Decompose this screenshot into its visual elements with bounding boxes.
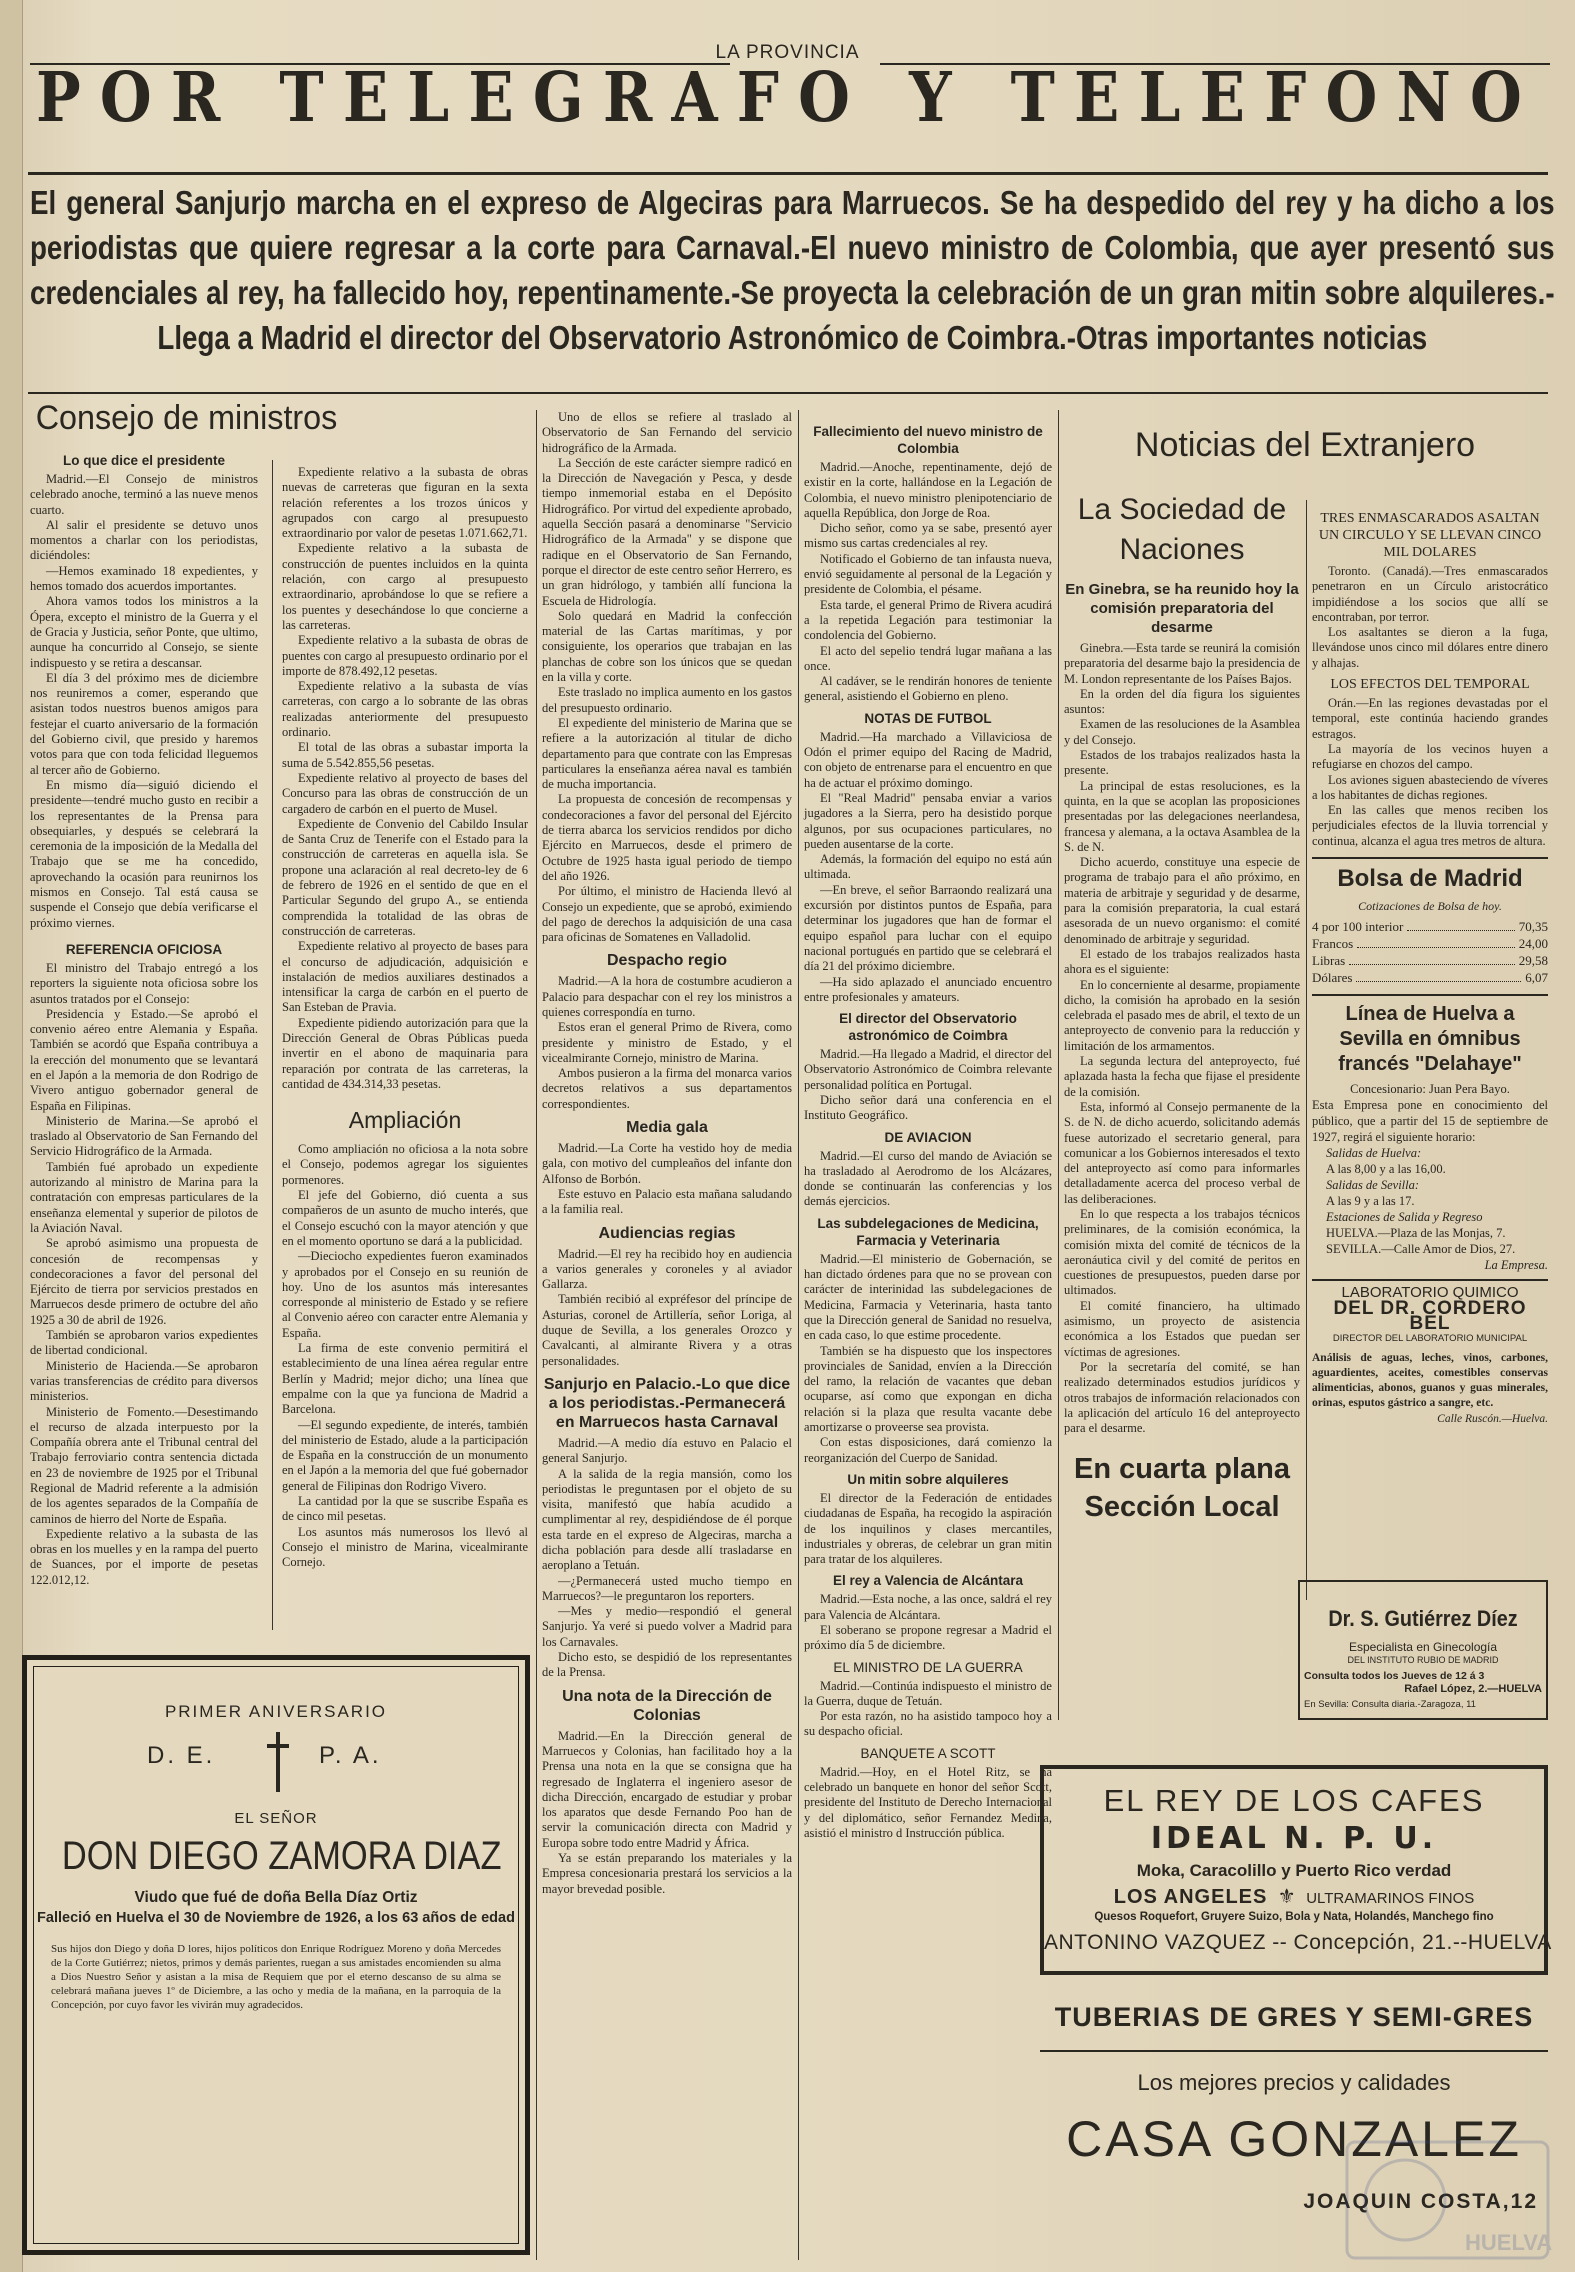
paragraph: Dicho señor, como ya se sabe, presentó ayer mismo sus cartas credenciales al rey. (804, 521, 1052, 551)
bolsa-value: 29,58 (1518, 953, 1548, 969)
paragraph: El director de la Federación de entidades ciudadanas de España, ha recogido la aspiración de los inquilinos y clases mercantiles, industriales y obreras, de celebrar un gran mitin para tratar de los alquileres. (804, 1490, 1052, 1567)
bolsa-value: 24,00 (1518, 936, 1548, 952)
colonias-paragraphs (542, 1729, 792, 1897)
cafe-ultramarinos: ULTRAMARINOS FINOS (1306, 1890, 1475, 1907)
paragraph: El día 3 del próximo mes de diciembre nos reuniremos a comer, esperando que asistan todos nuestros buenos amigos para festejar el cuarto aniversario de la formación del Gobierno civil, que presido y haremos votos para que con toda felicidad lleguemos al tercer año de Gobierno. (30, 670, 258, 777)
paragraph: Madrid.—El ministerio de Gobernación, se han dictado órdenes para que no se provean con carácter de interinidad las subdelegaciones de Medicina, Farmacia y Veterinaria, hasta tanto que la Dirección general de Sanidad no resuelva, en cada caso, lo que estime procedente. (804, 1251, 1052, 1343)
lab-name: DEL DR. CORDERO BEL (1333, 1297, 1527, 1334)
paragraph: Este traslado no implica aumento en los gastos del presupuesto ordinario. (542, 685, 792, 715)
lab-address: Calle Ruscón.—Huelva. (1437, 1412, 1548, 1425)
colombia-paragraphs (804, 460, 1052, 705)
obituary-de: D. E. (147, 1742, 216, 1769)
bolsa-row (1312, 935, 1548, 952)
column-1 (30, 398, 338, 1630)
paragraph: En la orden del día figura los siguientes asuntos: (1064, 686, 1300, 717)
despacho-heading: Despacho regio (606, 952, 728, 970)
cafe-line4: ANTONINO VAZQUEZ -- Concepción, 21.--HUELVA (1044, 1931, 1552, 1954)
paragraph: Ministerio de Fomento.—Desestimando el recurso de alzada interpuesto por la Compañía obrera ante el Tribunal central del Trabajo ferroviario contra sentencia dictada en 23 de noviembre de 1925 por el Tribunal Regional de Madrid referente a la admisión de los agentes separados de la Compañía de caminos de hierro del Norte de España. (30, 1404, 258, 1526)
bolsa-value: 70,35 (1518, 919, 1548, 935)
gres-title: TUBERIAS DE GRES Y SEMI-GRES (1054, 2002, 1534, 2032)
paragraph: La propuesta de concesión de recompensas y condecoraciones a favor del personal del Ejército de tierra abarca los servicios rendidos por dicho Ejército en Marruecos, desde el primero de Octubre de 1925 hasta igual periodo de tiempo del año 1926. (542, 792, 792, 883)
paragraph: Por último, el ministro de Hacienda llevó al Consejo un expediente, que se aprobó, eximiendo del pago de derechos la adquisición de una casa para oficinas de Somatenes en Valladolid. (542, 884, 792, 945)
bolsa-label: Francos (1312, 936, 1354, 952)
aviacion-paragraphs (804, 1149, 1052, 1210)
valencia-paragraphs (804, 1592, 1052, 1653)
seccion-local-notice: En cuarta plana Sección Local (1074, 1453, 1290, 1524)
paragraph: Ministerio de Marina.—Se aprobó el traslado al Observatorio de San Fernando del Servicio Hidrográfico de la Armada. (30, 1113, 258, 1159)
paragraph: El total de las obras a subastar importa la suma de 5.542.855,56 pesetas. (282, 740, 528, 770)
archive-stamp (1345, 2140, 1553, 2260)
doctor-specialty: Especialista en Ginecología (1348, 1640, 1498, 1654)
paragraph: También fué aprobado un expediente autorizando al ministro de Marina para la contratación con empresas particulares de la enseñanza elemental y superior de pilotos de la Aviación Naval. (30, 1159, 258, 1235)
consejo-paragraphs (30, 472, 258, 931)
paragraph: Esta, informó al Consejo permanente de la S. de N. de dicho acuerdo, solicitando además fuese autorizado el secretario general, para comunicar a los Gobiernos interesados el texto del anteproyecto así como para informarles detalladamente acerca del proceso verbal de las deliberaciones. (1064, 1099, 1300, 1206)
paragraph: Además, la formación del equipo no está aún ultimada. (804, 852, 1052, 882)
paragraph: Este estuvo en Palacio esta mañana saludando a la familia real. (542, 1186, 792, 1217)
separator-3 (798, 410, 799, 2260)
separator-2 (536, 410, 537, 2260)
bolsa-label: Dólares (1312, 970, 1353, 986)
guerra-heading: EL MINISTRO DE LA GUERRA (833, 1659, 1023, 1675)
paragraph: Como ampliación no oficiosa a la nota sobre el Consejo, podemos agregar los siguientes pormenores. (282, 1142, 528, 1187)
temporal-paragraphs (1312, 696, 1548, 849)
extranjero-heading: Noticias del Extranjero (1134, 426, 1476, 464)
bolsa-subheading: Cotizaciones de Bolsa de hoy. (1358, 899, 1502, 914)
media-gala-paragraphs (542, 1141, 792, 1217)
paragraph: Ginebra.—Esta tarde se reunirá la comisión preparatoria del desarme bajo la presidencia de M. London representante de los Países Bajos. (1064, 641, 1300, 686)
paragraph: Expediente relativo al proyecto de bases del Concurso para las obras de construcción de un cargadero de carbón en el puerto de Musel. (282, 770, 528, 816)
stamp-text: HUELVA (1465, 2230, 1553, 2255)
obituary-name: DON DIEGO ZAMORA DIAZ (61, 1834, 502, 1878)
paragraph: Ya se están preparando los materiales y la Empresa concesionaria prestará los servicios a la mayor brevedad posible. (542, 1851, 792, 1896)
scott-paragraphs (804, 1765, 1052, 1841)
doctor-institute: DEL INSTITUTO RUBIO DE MADRID (1347, 1655, 1499, 1665)
mitin-paragraphs (804, 1491, 1052, 1567)
paragraph: —El segundo expediente, de interés, también del ministerio de Estado, alude a la participación de España en la construcción de un monumento en el Japón a la memoria del que fué gobernador general de Filipinas don Rodrigo Vivero. (282, 1417, 528, 1493)
obituary-text: Sus hijos don Diego y doña D lores, hijos políticos don Enrique Rodríguez Moreno y doña Mercedes de la Corte Gutiérrez; nietos, primos y demás parientes, ruegan a sus amistades encomienden su alma a Dios Nuestro Señor y asistan a la misa de Requiem que por el eterno descanso de su alma se celebrará mañana jueves 1º de Diciembre, a las ocho y media de la mañana, en la parroquia de la Concepción, por cuyo favor les vivirán muy agradecidos. (51, 1943, 501, 2011)
colombia-heading: Fallecimiento del nuevo ministro de Colombia (813, 424, 1043, 456)
referencia-subheading: REFERENCIA OFICIOSA (65, 941, 223, 957)
referencia-paragraphs (30, 961, 258, 1588)
paragraph: Madrid.—En la Dirección general de Marruecos y Colonias, han facilitado hoy a la Prensa una nota en la que se consigna que ha regresado de Inglaterra el ingeniero asesor de dicha Dirección, encargado de estudiar y probar los aparatos que desde Fernando Poo han de servir la comunicación directa con Madrid y Europa sobre todo entre Madrid y África. (542, 1728, 792, 1850)
paragraph: Uno de ellos se refiere al traslado al Observatorio de San Fernando del servicio hidrográfico de la Armada. (542, 410, 792, 455)
paragraph: Ambos pusieron a la firma del monarca varios decretos relativos a sus departamentos correspondientes. (542, 1066, 792, 1111)
obituary-pa: P. A. (319, 1742, 382, 1769)
paragraph: Al salir el presidente se detuvo unos momentos a charlar con los periodistas, diciéndoles: (30, 517, 258, 563)
gres-address: JOAQUIN COSTA,12 (1303, 2190, 1538, 2213)
separator-4 (1058, 410, 1059, 1720)
paragraph: Estados de los trabajos realizados hasta la presente. (1064, 748, 1300, 778)
paragraph: Dicho señor dará una conferencia en el Instituto Geográfico. (804, 1092, 1052, 1123)
paragraph: Por la secretaría del comité, se han realizado determinados estudios jurídicos y otros trabajos de información relacionados con la aplicación del artículo 16 del anteproyecto para el desarme. (1064, 1359, 1300, 1436)
paragraph: Se aprobó asimismo una propuesta de concesión de recompensas y condecoraciones a favor del personal del Ejército de tierra por servicios prestados en Marruecos desde primero de octubre del año 1925 a 30 de abril de 1926. (30, 1236, 258, 1327)
paragraph: Expediente relativo a la subasta de obras nuevas de carreteras que figuran en la sexta relación referentes a los trozos únicos y agrupados con cargo al presupuesto extraordinario por valor de pesetas 1.071.662,71. (282, 465, 528, 541)
paragraph: Estos eran el general Primo de Rivera, como presidente y ministro de Estado, y el vicealmirante Cornejo, ministro de Marina. (542, 1020, 792, 1065)
paragraph: En las calles que menos reciben los perjudiciales efectos de la lluvia torrencial y continua, alcanza el agua tres metros de altura. (1312, 803, 1548, 848)
consejo-heading: Consejo de ministros (35, 399, 338, 437)
column-5 (1064, 490, 1300, 1720)
linea-line: Concesionario: Juan Pera Bayo. (1350, 1082, 1510, 1097)
paragraph: Expediente relativo a la subasta de obras de puentes con cargo al presupuesto ordinario por el importe de 878.492,12 pesetas. (282, 633, 528, 678)
paragraph: —¿Permanecerá usted mucho tiempo en Marruecos?—le preguntaron los reporters. (542, 1573, 792, 1603)
cafe-line1: Moka, Caracolillo y Puerto Rico verdad (1136, 1861, 1452, 1880)
linea-heading: Línea de Huelva a Sevilla en ómnibus francés "Delahaye" (1338, 1003, 1522, 1076)
paragraph: Los aviones siguen abasteciendo de víveres a los habitantes de dichas regiones. (1312, 772, 1548, 802)
colonias-heading: Una nota de la Dirección de Colonias (562, 1687, 772, 1724)
obituary-anniversary: PRIMER ANIVERSARIO (164, 1702, 388, 1721)
obituary-el-senor: EL SEÑOR (234, 1810, 318, 1827)
paragraph: —Ha sido aplazado el anunciado encuentro entre profesionales y amateurs. (804, 974, 1052, 1004)
presidente-subheading: Lo que dice el presidente (62, 453, 226, 468)
lead-rule (28, 392, 1548, 394)
linea-line: Salidas de Sevilla: (1326, 1178, 1420, 1193)
paragraph: Expediente relativo a la subasta de construcción de puentes incluidos en la quinta relación, con cargo al presupuesto extraordinario, aprobándose lo que se refiere a los puentes y desechándose lo que concierne a las carreteras. (282, 541, 528, 632)
paragraph: La firma de este convenio permitirá el establecimiento de una línea aérea regular entre Berlín y Madrid; mejor dicho; una línea que empalme con la que ya funciona de Madrid a Barcelona. (282, 1341, 528, 1417)
linea-line: HUELVA.—Plaza de las Monjas, 7. (1326, 1226, 1506, 1241)
ornament-icon: ⚜ (1277, 1886, 1296, 1908)
valencia-heading: El rey a Valencia de Alcántara (832, 1573, 1024, 1589)
ginebra-heading: En Ginebra, se ha reunido hoy la comisión preparatoria del desarme (1065, 581, 1299, 636)
paragraph: —Dieciocho expedientes fueron examinados y aprobados por el Consejo en su reunión de hoy. Uno de los asuntos más interesantes corresponde al ministerio de Estado y se refiere al Convenio aéreo con caracter entre Alemania y España. (282, 1249, 528, 1340)
ampliacion-heading: Ampliación (348, 1107, 462, 1134)
marina-paragraphs (542, 410, 792, 945)
column-6 (1312, 505, 1548, 1605)
binding-margin (0, 0, 23, 2272)
paragraph: El estado de los trabajos realizados hasta ahora es el siguiente: (1064, 946, 1300, 977)
paragraph: Madrid.—Ha llegado a Madrid, el director del Observatorio Astronómico de Coimbra relevante personalidad política en Portugal. (804, 1047, 1052, 1092)
aviacion-heading: DE AVIACION (884, 1129, 972, 1145)
paragraph: Los asuntos más numerosos los llevó al Consejo el ministro de Marina, vicealmirante Cornejo. (282, 1524, 528, 1570)
media-gala-heading: Media gala (626, 1119, 708, 1137)
expedientes-paragraphs (282, 465, 528, 1092)
linea-line: A las 9 y a las 17. (1326, 1194, 1415, 1209)
paragraph: El expediente del ministerio de Marina que se refiere a la autorización al titular de dicho departamento para que contrate con las Empresas particulares la enseñanza aérea naval es también de mucha importancia. (542, 715, 792, 792)
paragraph: El soberano se propone regresar a Madrid el próximo día 5 de diciembre. (804, 1623, 1052, 1653)
paragraph: Madrid.—El curso del mando de Aviación se ha trasladado al Aerodromo de los Alcázares, donde se continuarán las conferencias y los demás ejercicios. (804, 1148, 1052, 1209)
paragraph: Expediente de Convenio del Cabildo Insular de Santa Cruz de Tenerife con el Estado para la construcción de carreteras en aquella isla. Se propone una aclaración al real decreto-ley de 6 de febrero de 1926 en el sentido de que en el Particular Segundo del grupo A., se entienda comprendida la totalidad de las obras de construcción de carreteras. (282, 816, 528, 938)
bolsa-row (1312, 969, 1548, 986)
paragraph: Madrid.—Continúa indispuesto el ministro de la Guerra, duque de Tetuán. (804, 1678, 1052, 1708)
column-3 (542, 410, 792, 2260)
bolsa-row (1312, 918, 1548, 935)
gres-brand: CASA GONZALEZ (1066, 2111, 1522, 2167)
temporal-heading: LOS EFECTOS DEL TEMPORAL (1330, 677, 1530, 693)
paragraph: Notificado el Gobierno de tan infausta nueva, envió seguidamente al personal de la Legación y presidente de Colombia, el pésame. (804, 551, 1052, 597)
separator-5 (1306, 500, 1307, 1600)
paragraph: —Mes y medio—respondió el general Sanjurjo. Ya veré si puedo volver a Madrid para los Carnavales. (542, 1604, 792, 1649)
cross-icon (267, 1730, 289, 1794)
paragraph: Presidencia y Estado.—Se aprobó el convenio aéreo entre Alemania y España. También se acordó que España contribuya a la erección del monumento que se levantará en el Japón a la memoria de don Rodrigo de Vivero antiguo gobernador general de España en Filipinas. (30, 1006, 258, 1113)
paragraph: Expediente pidiendo autorización para que la Dirección General de Obras Públicas pueda invertir en el abono de maquinaria para reparación por contrata de las carreteras, la cantidad de 434.314,33 pesetas. (282, 1015, 528, 1091)
paragraph: Dicho esto, se despidió de los representantes de la Prensa. (542, 1650, 792, 1680)
subdelegaciones-heading: Las subdelegaciones de Medicina, Farmacia y Veterinaria (817, 1215, 1039, 1248)
doctor-name: Dr. S. Gutiérrez Díez (1328, 1606, 1518, 1631)
linea-line: Esta Empresa pone en conocimiento del público, que a partir del 15 de septiembre de 1927, regirá el siguiente horario: (1312, 1098, 1548, 1145)
bolsa-row (1312, 952, 1548, 969)
obituary-widower: Viudo que fué de doña Bella Díaz Ortiz (134, 1889, 418, 1906)
linea-line: La Empresa. (1484, 1258, 1548, 1273)
paragraph: Examen de las resoluciones de la Asamblea y del Consejo. (1064, 717, 1300, 747)
paragraph: Madrid.—Esta noche, a las once, saldrá el rey para Valencia de Alcántara. (804, 1592, 1052, 1622)
column-4 (804, 418, 1052, 2260)
paragraph: Expediente relativo al proyecto de bases para el concurso de adjudicación, adquisición e instalación de medios auxiliares destinados a intensificar la carga de carbón en el puerto de San Esteban de Pravia. (282, 939, 528, 1015)
paragraph: —Hemos examinado 18 expedientes, y hemos tomado dos acuerdos importantes. (30, 563, 258, 594)
bolsa-heading: Bolsa de Madrid (1337, 865, 1523, 893)
paragraph: Orán.—En las regiones devastadas por el temporal, este continúa haciendo grandes estragos. (1312, 696, 1548, 741)
lab-text: Análisis de aguas, leches, vinos, carbones, aguardientes, aceites, comestibles conservas alimenticias, abonos, guanos y guas minerales, orinas, esputos gástrico a sangre, etc. (1312, 1351, 1548, 1410)
cafe-title: EL REY DE LOS CAFES (1103, 1783, 1485, 1818)
paragraph: La mayoría de los vecinos huyen a refugiarse en chozos del campo. (1312, 741, 1548, 772)
bolsa-label: 4 por 100 interior (1312, 919, 1404, 935)
masthead-rule (28, 172, 1548, 175)
guerra-paragraphs (804, 1679, 1052, 1740)
scott-heading: BANQUETE A SCOTT (860, 1745, 996, 1761)
paragraph: Al cadáver, se le rendirán honores de teniente general, asistiendo el Gobierno en pleno. (804, 674, 1052, 704)
paragraph: En lo concerniente al desarme, propiamente dicho, la comisión ha aprobado en la sesión celebrada el pasado mes de abril, el texto de un anteproyecto de convenio para la reducción y limitación de los armamentos. (1064, 977, 1301, 1053)
linea-line: SEVILLA.—Calle Amor de Dios, 27. (1326, 1242, 1516, 1257)
bolsa-value: 6,07 (1525, 970, 1548, 986)
cafe-los-angeles: LOS ANGELES (1113, 1886, 1268, 1908)
cafe-line2 (1044, 1884, 1544, 1909)
column-2 (282, 465, 528, 1635)
paragraph: El jefe del Gobierno, dió cuenta a sus compañeros de un asunto de mucho interés, que el Consejo escuchó con la mayor atención y que en el momento oportuno se dará a la publicidad. (282, 1188, 528, 1248)
paragraph: Madrid.—El rey ha recibido hoy en audiencia a varios generales y coroneles y al aviador Gallarza. (542, 1246, 792, 1292)
paragraph: El comité financiero, ha ultimado asimismo, un proyecto de asistencia económica a los Estados que puedan ser víctimas de agresiones. (1064, 1298, 1300, 1359)
paragraph: La Sección de este carácter siempre radicó en la Dirección de Navegación y Pesca, y desde tiempo inmemorial estaba en el Depósito Hidrográfico. Por virtud del expediente aprobado, aquella Sección pasará a denominarse "Servicio Hidrográfico de la Armada" y se dispone que radique en el Observatorio de San Fernando, porque el director de este centro señor Herrero, es un gran hidrólogo, y también allí funciona la Escuela de Hidrología. (542, 455, 792, 608)
linea-line: Salidas de Huelva: (1326, 1146, 1422, 1161)
futbol-heading: NOTAS DE FUTBOL (864, 710, 992, 726)
paragraph: Expediente relativo a la subasta de las obras en los muelles y en la rampa del puerto de Suances, por el importe de pesetas 122.012,12. (30, 1526, 258, 1587)
sanjurjo-heading: Sanjurjo en Palacio.-Lo que dice a los periodistas.-Permanecerá en Marruecos hasta Carnaval (543, 1375, 791, 1431)
separator-1 (272, 460, 273, 1630)
paragraph: El "Real Madrid" pensaba enviar a varios jugadores a la Sierra, pero ha desistido porque algunos, por sus ocupaciones particulares, no pueden ausentarse de la corte. (804, 790, 1052, 851)
linea-ad (1312, 1081, 1548, 1273)
paragraph: Esta tarde, el general Primo de Rivera acudirá a la repetida Legación para testimoniar la condolencia del Gobierno. (804, 597, 1052, 643)
paragraph: También se aprobaron varios expedientes de libertad condicional. (30, 1328, 258, 1358)
mitin-heading: Un mitin sobre alquileres (847, 1471, 1009, 1487)
bolsa-label: Libras (1312, 953, 1346, 969)
despacho-paragraphs (542, 974, 792, 1112)
sanjurjo-paragraphs (542, 1436, 792, 1681)
futbol-paragraphs (804, 730, 1052, 1005)
paragraph: Por esta razón, no ha asistido tampoco hoy a su despacho oficial. (804, 1709, 1052, 1739)
paragraph: Dicho acuerdo, constituye una especie de programa de trabajo para el año próximo, en materia de arbitraje y seguridad y de desarme, para la comisión preparatoria, la cual estará asesorada de un nuevo organismo: el comité denominado de arbitraje y seguridad. (1064, 855, 1300, 946)
paragraph: La cantidad por la que se suscribe España es de cinco mil pesetas. (282, 1494, 528, 1524)
doctor-sevilla: En Sevilla: Consulta diaria.-Zaragoza, 11 (1304, 1699, 1476, 1710)
cafe-ad (1040, 1765, 1552, 1975)
observatorio-paragraphs (804, 1047, 1052, 1123)
masthead (36, 58, 1546, 178)
paragraph: Madrid.—La Corte ha vestido hoy de media gala, con motivo del cumpleaños del infante don Alfonso de Borbón. (542, 1141, 792, 1186)
ampliacion-paragraphs (282, 1142, 528, 1570)
paragraph: Madrid.—Ha marchado a Villaviciosa de Odón el primer equipo del Racing de Madrid, con objeto de entrenarse para el encuentro en que ha de actuar el próximo domingo. (804, 729, 1052, 790)
paragraph: También se ha dispuesto que los inspectores provinciales de Sanidad, envíen a la Dirección del ramo, la relación de vacantes que deban ocuparse, así como que expongan en dicha relación si la plaza que resulta vacante debe amortizarse o proveerse sea provista. (804, 1343, 1052, 1435)
paragraph: Ministerio de Hacienda.—Se aprobaron varias transferencias de crédito para diversos ministerios. (30, 1358, 258, 1404)
masthead-text: POR TELEGRAFO Y TELEFONO (36, 58, 1541, 138)
obituary-box (22, 1655, 530, 2255)
obituary-died: Falleció en Huelva el 30 de Noviembre de 1926, a los 63 años de edad (37, 1910, 515, 1926)
cafe-brand: IDEAL N. P. U. (1150, 1821, 1438, 1856)
paragraph: —En breve, el señor Barraondo realizará una excursión por distintos puntos de España, para determinar los jugadores que han de formar el equipo español para luchar con el equipo nacional portugués en partido que se celebrará el día 21 del próximo diciembre. (804, 882, 1052, 974)
paragraph: Madrid.—El Consejo de ministros celebrado anoche, terminó a las nueve menos cuarto. (30, 472, 258, 517)
doctor-ad (1298, 1580, 1548, 1720)
paragraph: Con estas disposiciones, dará comienzo la reorganización del Cuerpo de Sanidad. (804, 1435, 1052, 1465)
lab-title: LABORATORIO QUIMICO (1341, 1284, 1519, 1302)
subdelegaciones-paragraphs (804, 1252, 1052, 1466)
lead-summary: El general Sanjurjo marcha en el expreso de Algeciras para Marruecos. Se ha despedido del rey y ha dicho a los periodistas que quiere regresar a la corte para Carnaval.-El nuevo ministro de Colombia, que ayer presentó sus credenciales al rey, ha fallecido hoy, repentinamente.-Se proyecta la celebración de un gran mitin sobre alquileres.-Llega a Madrid el director del Observatorio Astronómico de Coimbra.-Otras importantes noticias (30, 184, 1555, 356)
paragraph: El acto del sepelio tendrá lugar mañana a las once. (804, 643, 1052, 673)
audiencias-heading: Audiencias regias (598, 1224, 736, 1242)
paper-name: LA PROVINCIA (715, 42, 860, 63)
gres-line: Los mejores precios y calidades (1137, 2070, 1451, 2095)
linea-line: A las 8,00 y a las 16,00. (1326, 1162, 1446, 1177)
paragraph: La principal de estas resoluciones, es la quinta, en la que se acoplan las proposiciones presentadas por las delegaciones neerlandesa, francesa y alemana, a la octava Asamblea de la S. de N. (1064, 778, 1300, 854)
bolsa-table (1312, 918, 1548, 986)
observatorio-heading: El director del Observatorio astronómico de Coimbra (839, 1011, 1017, 1044)
doctor-address: Rafael López, 2.—HUELVA (1404, 1683, 1542, 1695)
linea-line: Estaciones de Salida y Regreso (1326, 1210, 1483, 1225)
paragraph: Madrid.—A la hora de costumbre acudieron a Palacio para despachar con el rey los ministros a quienes correspondía en turno. (542, 974, 792, 1019)
paragraph: Madrid.—Anoche, repentinamente, dejó de existir en la corte, hallándose en la Legación de Colombia, el nuevo ministro plenipotenciario de aquella República, don Jorge de Roa. (804, 460, 1052, 520)
audiencias-paragraphs (542, 1247, 792, 1369)
paragraph: Madrid.—Hoy, en el Hotel Ritz, se ha celebrado un banquete en honor del señor Scott, presidente del Instituto de Derecho Internacional y del diplomático, señor Fernandez Medina, asistió el ministro d Instrucción pública. (804, 1764, 1052, 1840)
toronto-paragraphs (1312, 564, 1548, 671)
paragraph: A la salida de la regia mansión, como los periodistas le preguntasen por el objeto de su visita, manifestó que había acudido a cumplimentar al rey, despidiéndose de él porque esta tarde en el expreso de Algeciras, marcha a dicha población para desde allí trasladarse en aeroplano a Tetuán. (542, 1466, 792, 1573)
ginebra-paragraphs (1064, 641, 1300, 1436)
lab-role: DIRECTOR DEL LABORATORIO MUNICIPAL (1332, 1333, 1528, 1345)
doctor-hours: Consulta todos los Jueves de 12 á 3 (1304, 1670, 1485, 1682)
naciones-heading: La Sociedad de Naciones (1077, 493, 1287, 566)
paragraph: Madrid.—A medio día estuvo en Palacio el general Sanjurjo. (542, 1435, 792, 1466)
paragraph: Ahora vamos todos los ministros a la Ópera, excepto el ministro de la Guerra y el de Gracia y Justicia, señor Ponte, que ultimo, aunque ha concurrido al Consejo, se siente indispuesto y se retira a descansar. (30, 594, 258, 670)
paragraph: También recibió al expréfesor del príncipe de Asturias, coronel de Artillería, señor Loriga, al duque de Sevilla, a los generales Orozco y Cavalcanti, al almirante Rivera y a otras personalidades. (542, 1292, 792, 1368)
paragraph: Los asaltantes se dieron a la fuga, llevándose unos cinco mil dólares entre dinero y alhajas. (1312, 625, 1548, 670)
paragraph: El ministro del Trabajo entregó a los reporters la siguiente nota oficiosa sobre los asuntos tratados por el Consejo: (30, 960, 258, 1006)
paragraph: Expediente relativo a la subasta de vías carreteras, con cargo a lo sobrante de las obras realizadas anteriormente del presupuesto ordinario. (282, 679, 528, 740)
toronto-heading: TRES ENMASCARADOS ASALTAN UN CIRCULO Y SE LLEVAN CINCO MIL DOLARES (1318, 511, 1542, 560)
paragraph: Toronto. (Canadá).—Tres enmascarados penetraron en un Círculo aristocrático impidiéndose a los socios que allí se encontraban, por terror. (1312, 564, 1548, 624)
paragraph: Solo quedará en Madrid la confección material de las Cartas marítimas, y por consiguiente, los operarios que trabajan en las planchas de cobre son los únicos que se quedan en la villa y corte. (542, 608, 792, 685)
paragraph: En lo que respecta a los trabajos técnicos preliminares, de la comisión económica, la comisión mixta del comité de técnicos de la aeronáutica civil y del comité de peritos en cuestiones de presupuestos, pueden darse por ultimados. (1064, 1206, 1300, 1298)
paragraph: La segunda lectura del anteproyecto, fué aplazada hasta la fecha que fijase el presidente de la comisión. (1064, 1054, 1300, 1099)
paragraph: En mismo día—siguió diciendo el presidente—tendré mucho gusto en recibir a los representantes de la Prensa para obsequiarles, y después se celebrará la ceremonia de la imposición de la Medalla del Trabajo que se me ha concedido, aprovechando la ocasión para reunirnos los mismos en Consejo. Tal está causa se suspende el Consejo que debía verificarse el próximo viernes. (30, 777, 258, 930)
cafe-line3: Quesos Roquefort, Gruyere Suizo, Bola y Nata, Holandés, Manchego fino (1094, 1911, 1494, 1923)
